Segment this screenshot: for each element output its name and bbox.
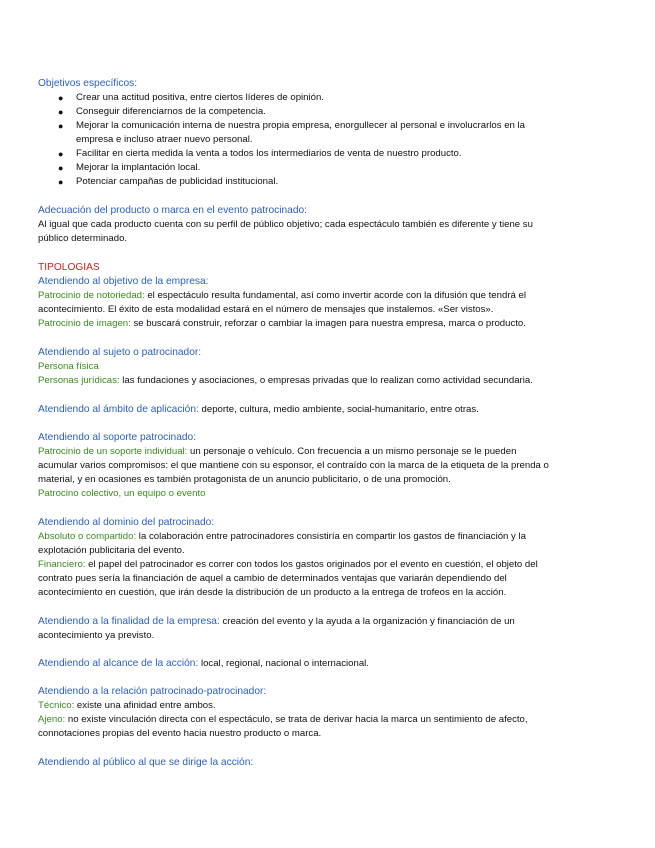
list-item: ● Facilitar en cierta medida la venta a todos los intermediarios de venta de nuestro producto.: [58, 148, 462, 159]
adecuacion-text-line: Al igual que cada producto cuenta con su perfil de público objetivo; cada espectáculo también es diferente y tiene su: [38, 219, 533, 230]
ajeno-line: Ajeno: no existe vinculación directa con el espectáculo, se trata de derivar hacia la marca un sentimiento de afecto,: [38, 714, 528, 725]
objetivos-list: [38, 91, 618, 189]
soporte-heading: Atendiendo al soporte patrocinado:: [38, 432, 197, 443]
adecuacion-text-line: público determinado.: [38, 233, 128, 244]
ambito-section: [38, 403, 618, 417]
objetivo-empresa-heading: Atendiendo al objetivo de la empresa:: [38, 276, 209, 287]
bullet-icon: ●: [58, 177, 64, 187]
ambito-line: Atendiendo al ámbito de aplicación: deporte, cultura, medio ambiente, social-humanitario, entre otras.: [38, 404, 479, 415]
financiero-line: Financiero: el papel del patrocinador es correr con todos los gastos originados por el evento en cuestión, el objeto del: [38, 559, 538, 570]
soporte-individual-line: Patrocinio de un soporte individual: un personaje o vehículo. Con frecuencia a un mismo personaje se le pueden: [38, 446, 517, 457]
bullet-icon: ●: [58, 121, 64, 131]
patrocinio-colectivo: Patrocino colectivo, un equipo o evento: [38, 488, 206, 499]
alcance-heading: Atendiendo al alcance de la acción:: [38, 658, 199, 669]
relacion-heading: Atendiendo a la relación patrocinado-patrocinador:: [38, 686, 267, 697]
financiero-line-3: acontecimiento en cuestión, que irán desde la distribución de un producto a la entrega de trofeos en la acción.: [38, 587, 507, 598]
personas-juridicas-line: Personas jurídicas: las fundaciones y asociaciones, o empresas privadas que lo realizan como actividad secundaria.: [38, 375, 533, 386]
tipologias-heading: TIPOLOGIAS: [38, 262, 100, 273]
bullet-icon: ●: [58, 107, 64, 117]
bullet-icon: ●: [58, 163, 64, 173]
soporte-individual-label: Patrocinio de un soporte individual:: [38, 446, 188, 457]
dominio-heading: Atendiendo al dominio del patrocinado:: [38, 517, 215, 528]
objetivos-section: [38, 77, 618, 189]
publico-heading: Atendiendo al público al que se dirige la acción:: [38, 757, 254, 768]
adecuacion-section: [38, 204, 618, 246]
relacion-section: [38, 685, 618, 741]
tecnico-line: Técnico: existe una afinidad entre ambos.: [38, 700, 216, 711]
adecuacion-heading: Adecuación del producto o marca en el evento patrocinado:: [38, 205, 308, 216]
notoriedad-label: Patrocinio de notoriedad:: [38, 290, 145, 301]
imagen-label: Patrocinio de imagen:: [38, 318, 131, 329]
notoriedad-line: Patrocinio de notoriedad: el espectáculo resulta fundamental, así como invertir acorde con la difusión que tendrá el: [38, 290, 526, 301]
list-item: ● Conseguir diferenciarnos de la competencia.: [58, 106, 266, 117]
list-item: ● Mejorar la implantación local.: [58, 162, 201, 173]
sujeto-heading: Atendiendo al sujeto o patrocinador:: [38, 347, 202, 358]
objetivos-heading: Objetivos específicos:: [38, 78, 138, 89]
list-item-continuation: empresa e incluso atraer nuevo personal.: [76, 134, 253, 145]
financiero-label: Financiero:: [38, 559, 86, 570]
absoluto-label: Absoluto o compartido:: [38, 531, 137, 542]
notoriedad-line-2: acontecimiento. El éxito de esta modalidad estará en el número de mensajes que instalemos. «Ser vistos».: [38, 304, 494, 315]
imagen-line: Patrocinio de imagen: se buscará construir, reforzar o cambiar la imagen para nuestra empresa, marca o producto.: [38, 318, 526, 329]
dominio-section: [38, 516, 618, 600]
soporte-text-line: acumular varios compromisos: el que mantiene con su esponsor, el contraído con la marca de la etiqueta de la prenda o: [38, 460, 549, 471]
alcance-line: Atendiendo al alcance de la acción: local, regional, nacional o internacional.: [38, 658, 369, 669]
bullet-icon: ●: [58, 93, 64, 103]
personas-juridicas-label: Personas jurídicas:: [38, 375, 120, 386]
finalidad-line: Atendiendo a la finalidad de la empresa: creación del evento y la ayuda a la organización y financiación de un: [38, 616, 515, 627]
ajeno-label: Ajeno:: [38, 714, 66, 725]
tecnico-label: Técnico:: [38, 700, 75, 711]
list-item: ● Mejorar la comunicación interna de nuestra propia empresa, enorgullecer al personal e involucrarlos en la: [58, 120, 526, 131]
financiero-line-2: contrato pues sería la financiación de aquel a cambio de determinados ventajas que variarán dependiendo del: [38, 573, 507, 584]
ambito-heading: Atendiendo al ámbito de aplicación:: [38, 404, 199, 415]
soporte-text-line: material, y en ocasiones es también protagonista de un anuncio publicitario, o de una promoción.: [38, 474, 451, 485]
alcance-section: [38, 657, 618, 671]
absoluto-line-2: explotación publicitaria del evento.: [38, 545, 185, 556]
publico-section: [38, 756, 618, 770]
soporte-section: [38, 431, 618, 501]
sujeto-section: [38, 346, 618, 388]
finalidad-line-2: acontecimiento ya previsto.: [38, 630, 155, 641]
bullet-icon: ●: [58, 149, 64, 159]
persona-fisica: Persona física: [38, 361, 99, 372]
ajeno-line-2: connotaciones propias del evento hacia nuestro producto o marca.: [38, 728, 322, 739]
list-item: ● Potenciar campañas de publicidad institucional.: [58, 176, 279, 187]
finalidad-heading: Atendiendo a la finalidad de la empresa:: [38, 616, 220, 627]
tipologias-section: [38, 261, 618, 331]
finalidad-section: [38, 615, 618, 643]
list-item: ● Crear una actitud positiva, entre ciertos líderes de opinión.: [58, 92, 324, 103]
absoluto-line: Absoluto o compartido: la colaboración entre patrocinadores consistiría en compartir los gastos de financiación y la: [38, 531, 526, 542]
